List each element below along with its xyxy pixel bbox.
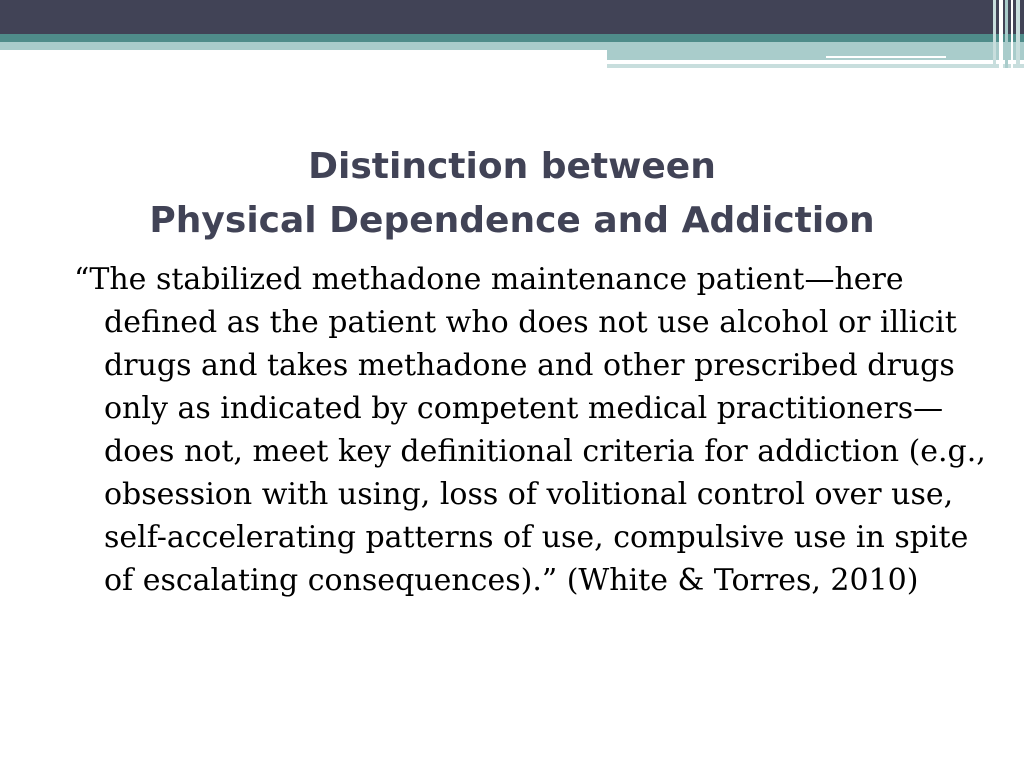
corner-stripe — [1016, 0, 1020, 68]
corner-stripe — [999, 0, 1003, 68]
corner-stripe — [993, 0, 996, 68]
slide-title-line-1: Distinction between — [308, 146, 716, 187]
header-band-teal — [0, 34, 1024, 42]
slide-title-line-2: Physical Dependence and Addiction — [149, 200, 875, 241]
corner-stripe — [1005, 0, 1008, 68]
header-band-step — [607, 50, 1024, 60]
header-band-step-highlight — [826, 56, 946, 58]
header-band-step-line — [607, 64, 1024, 68]
corner-stripe — [1011, 0, 1013, 68]
header-band-dark — [0, 0, 1024, 34]
header-band-light — [0, 42, 1024, 50]
slide-title — [0, 140, 1024, 248]
quote-paragraph: “The stabilized methadone maintenance patient—here defined as the patient who does not use alcohol or illicit drugs and takes methadone and other prescribed drugs only as indicated by competent medical practitioners—does not, meet key definitional criteria for addiction (e.g., obsession with using, loss of volitional control over use, self-accelerating patterns of use, compulsive use in spite of escalating consequences).” (White & Torres, 2010) — [74, 262, 986, 598]
